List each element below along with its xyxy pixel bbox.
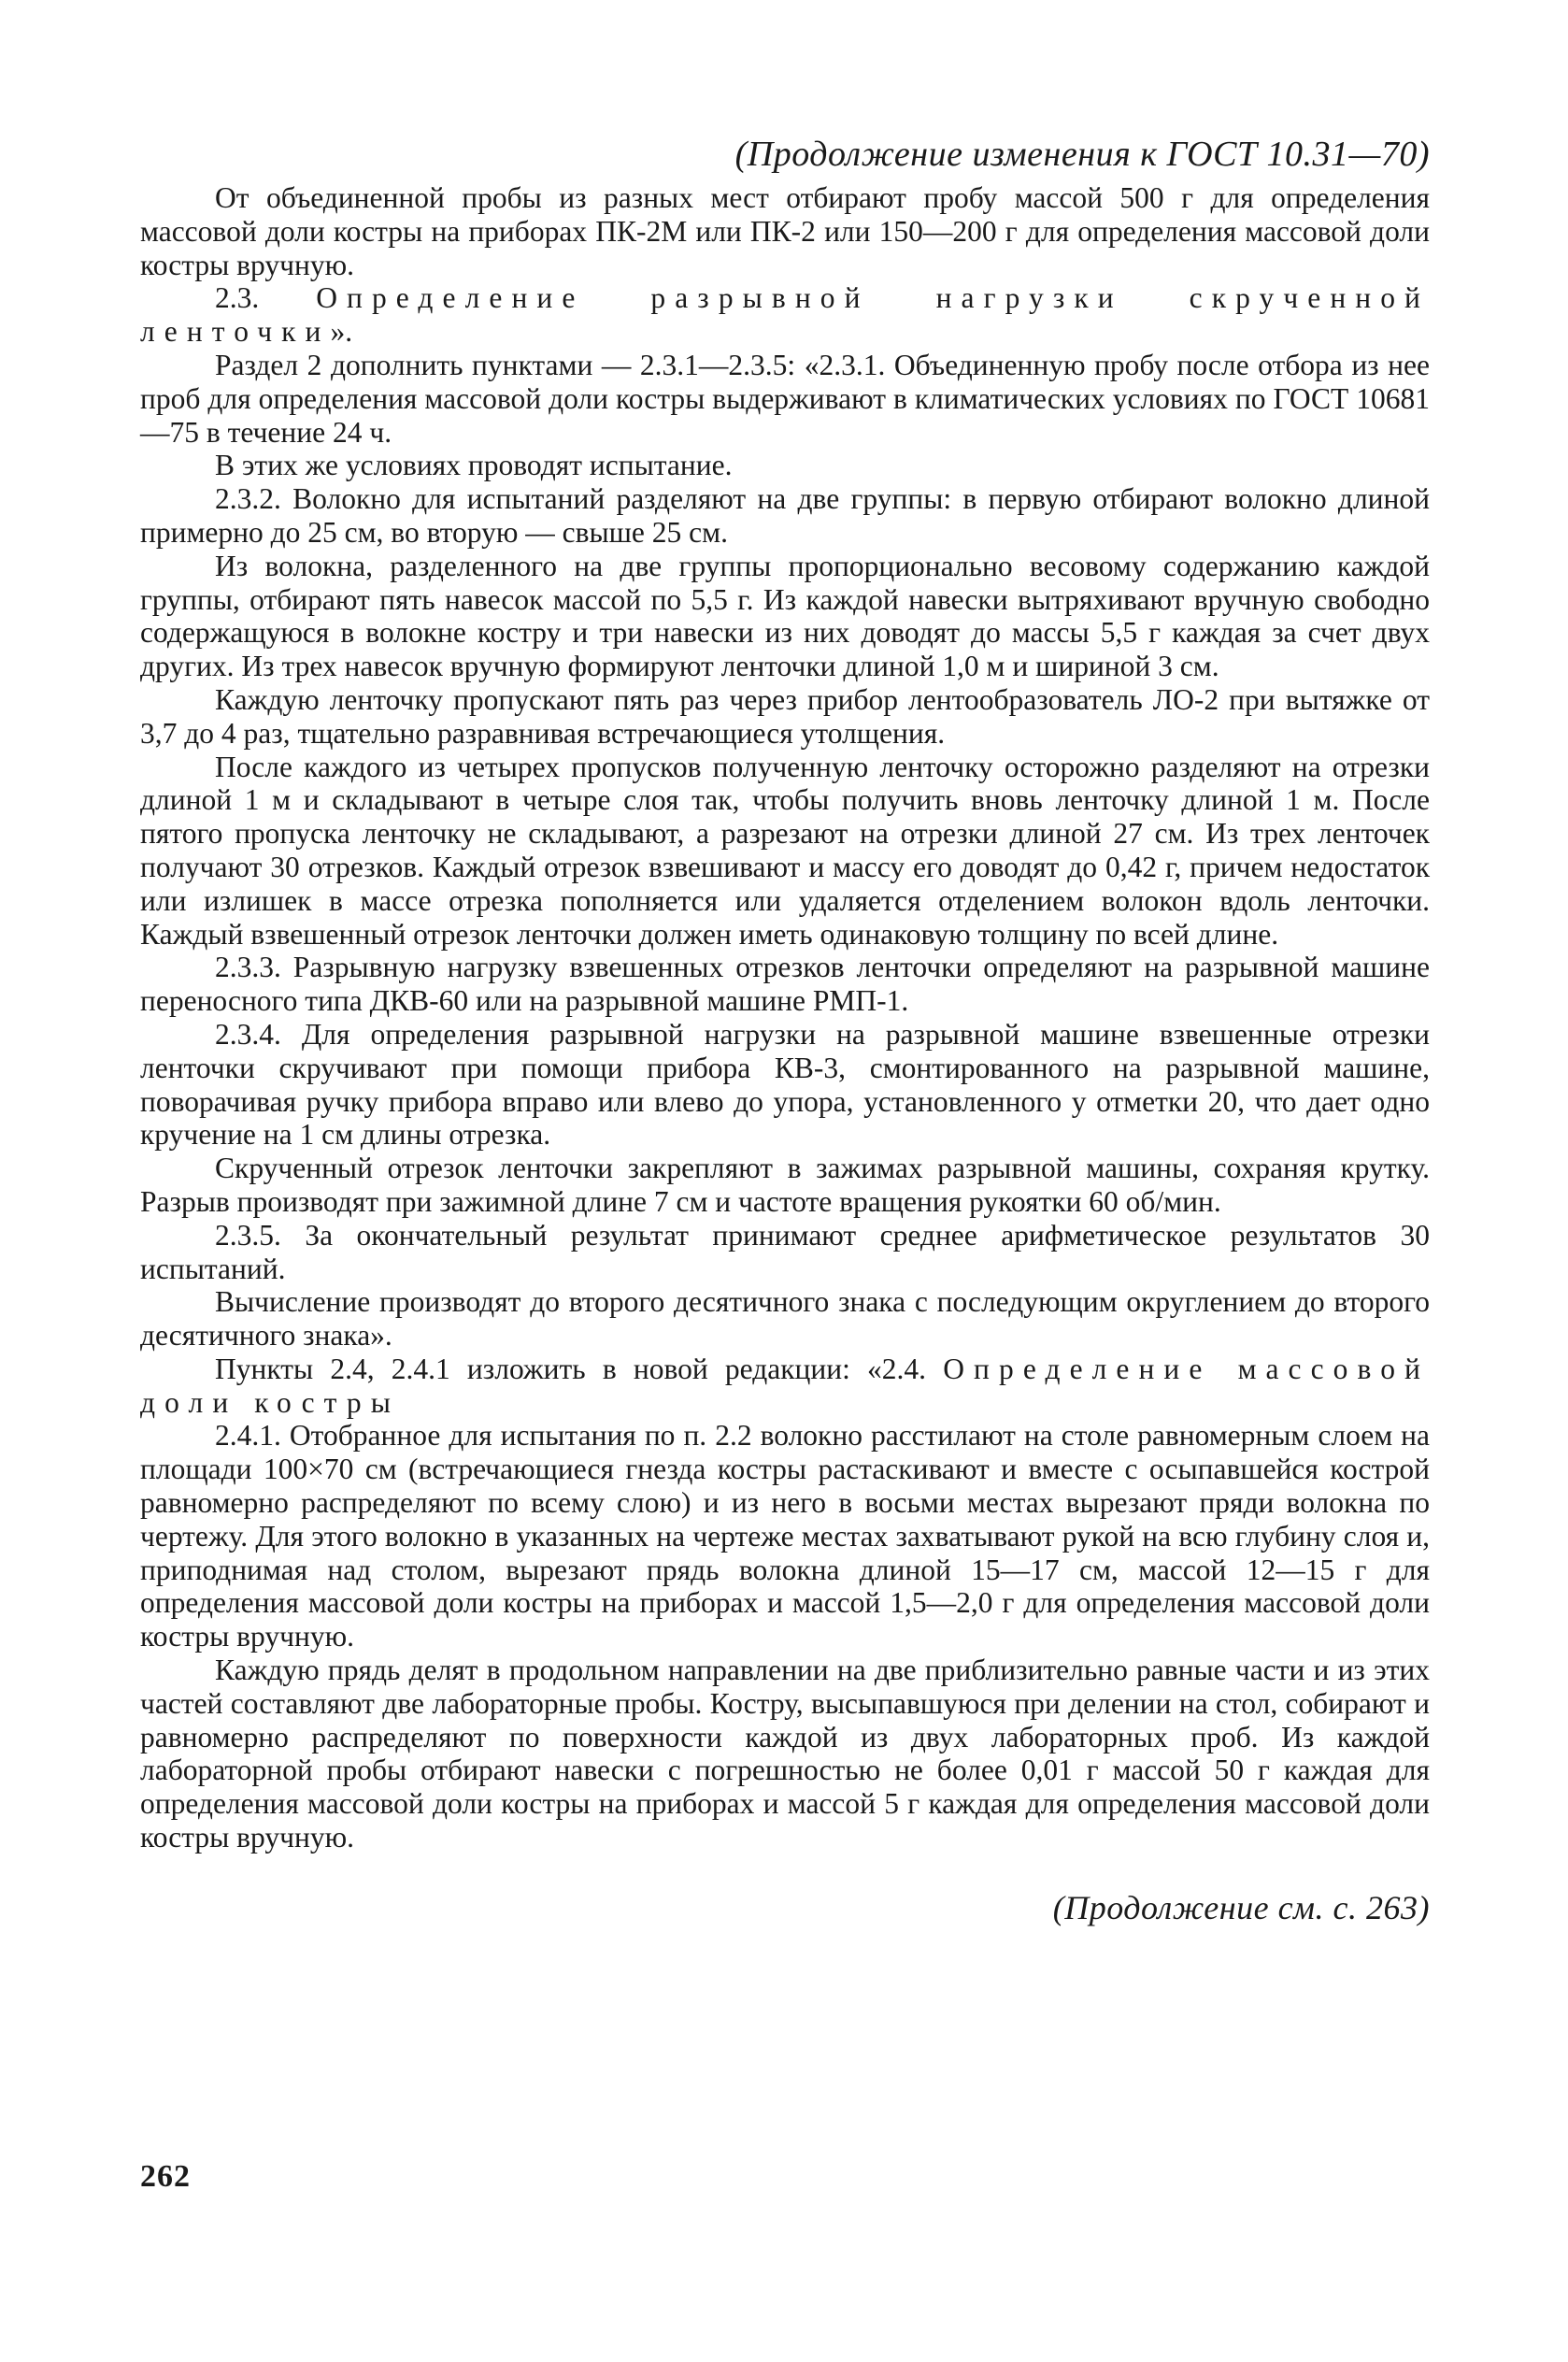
page-number: 262: [140, 2159, 191, 2194]
continuation-header: (Продолжение изменения к ГОСТ 10.31—70): [734, 135, 1430, 174]
paragraph: Вычисление производят до второго десятичного знака с последующим округлением до второго десятичного знака».: [140, 1285, 1430, 1353]
section-heading-2-4: [140, 1353, 1430, 1420]
paragraph: 2.4.1. Отобранное для испытания по п. 2.2 волокно расстилают на столе равномерным слоем на площади 100×70 см (встречающиеся гнезда костры растаскивают и вместе с осыпавшейся кострой равномерно распределяют по всему слою) и из него в восьми местах вырезают пряди волокна по чертежу. Для этого волокно в указанных на чертеже местах захватывают рукой на всю глубину слоя и, приподнимая над столом, вырезают прядь волокна длиной 15—17 см, массой 12—15 г для определения массовой доли костры на приборах и массой 1,5—2,0 г для определения массовой доли костры вручную.: [140, 1419, 1430, 1653]
paragraph: От объединенной пробы из разных мест отбирают пробу массой 500 г для определения массовой доли костры на приборах ПК-2М или ПК-2 или 150—200 г для определения массовой доли костры вручную.: [140, 181, 1430, 281]
heading-prefix: 2.3.: [215, 281, 317, 315]
paragraph: Раздел 2 дополнить пунктами — 2.3.1—2.3.5: «2.3.1. Объединенную пробу после отбора из нее проб для определения массовой доли костры выдерживают в климатических условиях по ГОСТ 10681—75 в течение 24 ч.: [140, 348, 1430, 449]
body-text: [140, 181, 1430, 1854]
paragraph: 2.3.5. За окончательный результат принимают среднее арифметическое результатов 30 испытаний.: [140, 1218, 1430, 1285]
paragraph: Каждую прядь делят в продольном направлении на две приблизительно равные части и из этих частей составляют две лабораторные пробы. Костру, высыпавшуюся при делении на стол, собирают и равномерно распределяют по поверхности каждой из двух лабораторных проб. Из каждой лабораторной пробы отбирают навески с погрешностью не более 0,01 г массой 50 г каждая для определения массовой доли костры на приборах и массой 5 г каждая для определения массовой доли костры вручную.: [140, 1653, 1430, 1854]
heading-spaced-title: Определение разрывной нагрузки скрученной ленточки: [140, 281, 1430, 349]
section-heading-2-3: [140, 281, 1430, 349]
paragraph: 2.3.2. Волокно для испытаний разделяют на две группы: в первую отбирают волокно длиной примерно до 25 см, во вторую — свыше 25 см.: [140, 482, 1430, 549]
paragraph: Из волокна, разделенного на две группы пропорционально весовому содержанию каждой группы, отбирают пять навесок массой по 5,5 г. Из каждой навески вытряхивают вручную свободно содержащуюся в волокне костру и три навески из них доводят до массы 5,5 г каждая за счет двух других. Из трех навесок вручную формируют ленточки длиной 1,0 м и шириной 3 см.: [140, 549, 1430, 683]
heading-spaced-title: Определение массовой доли костры: [140, 1352, 1430, 1419]
heading-suffix: ».: [330, 315, 353, 349]
page-content: [140, 131, 1430, 1929]
paragraph: 2.3.3. Разрывную нагрузку взвешенных отрезков ленточки определяют на разрывной машине переносного типа ДКВ-60 или на разрывной машине РМП-1.: [140, 951, 1430, 1018]
paragraph: После каждого из четырех пропусков полученную ленточку осторожно разделяют на отрезки длиной 1 м и складывают в четыре слоя так, чтобы получить вновь ленточку длиной 1 м. После пятого пропуска ленточку не складывают, а разрезают на отрезки длиной 27 см. Из трех ленточек получают 30 отрезков. Каждый отрезок взвешивают и массу его доводят до 0,42 г, причем недостаток или излишек в массе отрезка пополняется или удаляется отделением волокон вдоль ленточки. Каждый взвешенный отрезок ленточки должен иметь одинаковую толщину по всей длине.: [140, 750, 1430, 951]
paragraph: Скрученный отрезок ленточки закрепляют в зажимах разрывной машины, сохраняя крутку. Разрыв производят при зажимной длине 7 см и частоте вращения рукоятки 60 об/мин.: [140, 1152, 1430, 1218]
paragraph: В этих же условиях проводят испытание.: [215, 449, 733, 482]
continuation-footer: (Продолжение см. с. 263): [1052, 1888, 1430, 1926]
heading-prefix: Пункты 2.4, 2.4.1 изложить в новой редакции: «2.4.: [215, 1352, 944, 1385]
paragraph: Каждую ленточку пропускают пять раз через прибор лентообразователь ЛО-2 при вытяжке от 3,7 до 4 раз, тщательно разравнивая встречающиеся утолщения.: [140, 682, 1430, 750]
paragraph: 2.3.4. Для определения разрывной нагрузки на разрывной машине взвешенные отрезки ленточки скручивают при помощи прибора КВ-3, смонтированного на разрывной машине, поворачивая ручку прибора вправо или влево до упора, установленного у отметки 20, что дает одно кручение на 1 см длины отрезка.: [140, 1017, 1430, 1152]
